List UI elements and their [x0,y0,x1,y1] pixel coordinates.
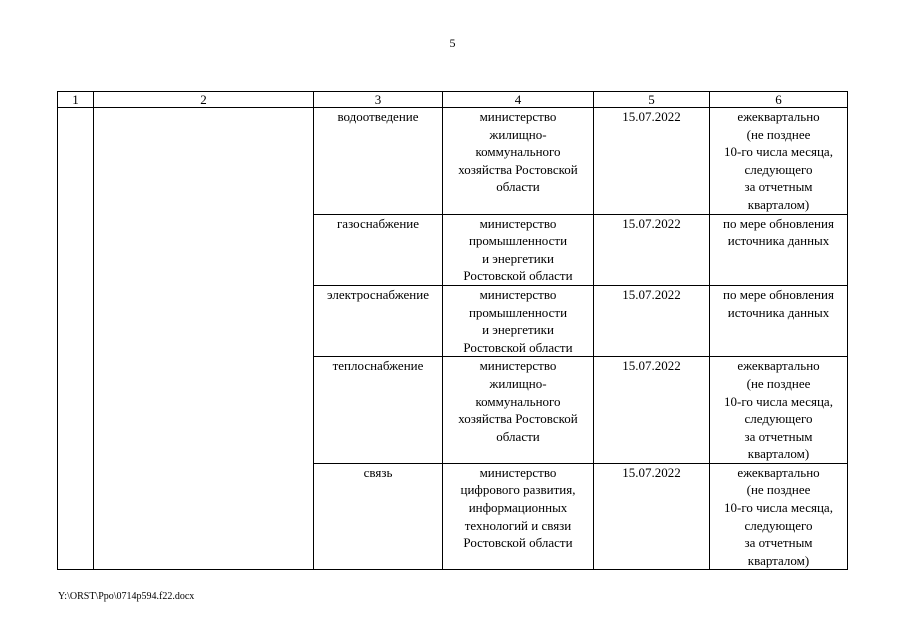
header-col-4: 4 [443,92,594,108]
frequency-cell: ежеквартально (не позднее 10-го числа месяца, следующего за отчетным кварталом) [710,357,848,464]
date-cell: 15.07.2022 [594,357,710,464]
authority-cell: министерство жилищно- коммунального хозяйства Ростовской области [443,108,594,215]
table-header-row [58,92,848,108]
header-col-6: 6 [710,92,848,108]
authority-cell: министерство цифрового развития, информационных технологий и связи Ростовской области [443,463,594,570]
service-cell: электроснабжение [314,285,443,356]
table-row [58,108,848,215]
authority-cell: министерство жилищно- коммунального хозяйства Ростовской области [443,357,594,464]
date-cell: 15.07.2022 [594,463,710,570]
frequency-cell: по мере обновления источника данных [710,285,848,356]
page-number: 5 [449,36,456,50]
service-cell: связь [314,463,443,570]
header-col-1: 1 [58,92,94,108]
date-cell: 15.07.2022 [594,214,710,285]
authority-cell: министерство промышленности и энергетики Ростовской области [443,285,594,356]
footer-file-path: Y:\ORST\Ppo\0714p594.f22.docx [58,591,195,602]
service-cell: водоотведение [314,108,443,215]
authority-cell: министерство промышленности и энергетики Ростовской области [443,214,594,285]
service-cell: теплоснабжение [314,357,443,464]
frequency-cell: ежеквартально (не позднее 10-го числа месяца, следующего за отчетным кварталом) [710,108,848,215]
header-col-2: 2 [94,92,314,108]
frequency-cell: по мере обновления источника данных [710,214,848,285]
index-cell [58,108,94,570]
frequency-cell: ежеквартально (не позднее 10-го числа месяца, следующего за отчетным кварталом) [710,463,848,570]
header-col-3: 3 [314,92,443,108]
data-table [57,91,848,570]
name-cell [94,108,314,570]
date-cell: 15.07.2022 [594,108,710,215]
service-cell: газоснабжение [314,214,443,285]
header-col-5: 5 [594,92,710,108]
date-cell: 15.07.2022 [594,285,710,356]
